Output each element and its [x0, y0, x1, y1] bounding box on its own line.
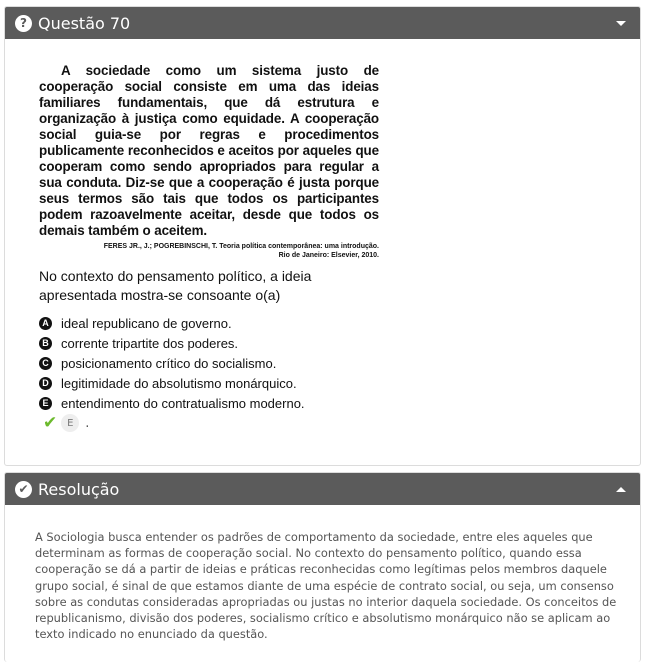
option-text: posicionamento crítico do socialismo. — [61, 355, 277, 371]
passage-reference: FERES JR., J.; POGREBINSCHI, T. Teoria política contemporânea: uma introdução. Rio de Janeiro: Elsevier, 2010. — [103, 243, 379, 259]
resolution-title: Resolução — [38, 479, 120, 499]
resolution-text: A Sociologia busca entender os padrões de comportamento da sociedade, entre eles aqueles que determinam as formas de cooperação social. No contexto do pensamento político, quando essa cooperação se dá a partir de ideias e práticas reconhecidas como legítimas pelos membros daquele grupo social, é sinal de que estamos diante de uma espécie de contrato social, ou seja, um consenso sobre as condutas consideradas apropriadas ou justas no interior daquela sociedade. Os conceitos de republicanismo, divisão dos poderes, socialismo crítico e absolutismo monárquico não se aplicam ao texto indicado no enunciado da questão. — [35, 530, 617, 642]
caret-up-icon[interactable] — [616, 487, 626, 492]
passage-text: A sociedade como um sistema justo de cooperação social consiste em uma das ideias familiares fundamentais, que dá estrutura e organização à justiça como equidade. A cooperação social guia-se por regras e procedimentos publicamente reconhecidos e aceitos por aqueles que cooperam como sendo apropriados para regular a sua conduta. Diz-se que a cooperação é justa porque seus termos são tais que todos os participantes podem razoavelmente aceitar, desde que todos os demais também o aceitem. — [39, 63, 379, 238]
check-circle-icon: ✔ — [15, 481, 32, 498]
option-text: corrente tripartite dos poderes. — [61, 335, 239, 351]
caret-down-icon[interactable] — [616, 21, 626, 26]
option-text: entendimento do contratualismo moderno. — [61, 395, 305, 411]
question-stem: No contexto do pensamento político, a ideia apresentada mostra-se consoante o(a) — [39, 268, 312, 303]
option-e — [39, 393, 379, 413]
option-a — [39, 313, 379, 333]
option-letter-b-icon: B — [39, 337, 52, 350]
option-text: ideal republicano de governo. — [61, 315, 232, 331]
answer-suffix: . — [85, 415, 90, 431]
option-d — [39, 373, 379, 393]
resolution-panel-header[interactable] — [5, 473, 640, 505]
option-b — [39, 333, 379, 353]
question-image — [39, 63, 379, 411]
question-panel-header[interactable] — [5, 7, 640, 39]
option-letter-d-icon: D — [39, 377, 52, 390]
option-text: legitimidade do absolutismo monárquico. — [61, 375, 297, 391]
option-letter-c-icon: C — [39, 357, 52, 370]
question-title: Questão 70 — [38, 13, 131, 33]
resolution-panel — [4, 472, 641, 662]
checkmark-icon: ✔ — [43, 413, 58, 433]
answer-badge: E — [61, 414, 79, 432]
question-panel — [4, 6, 641, 466]
option-c — [39, 353, 379, 373]
answer-row — [43, 413, 89, 433]
options-list — [39, 313, 379, 413]
option-letter-a-icon: A — [39, 317, 52, 330]
question-circle-icon: ? — [15, 15, 32, 32]
option-letter-e-icon: E — [39, 397, 52, 410]
